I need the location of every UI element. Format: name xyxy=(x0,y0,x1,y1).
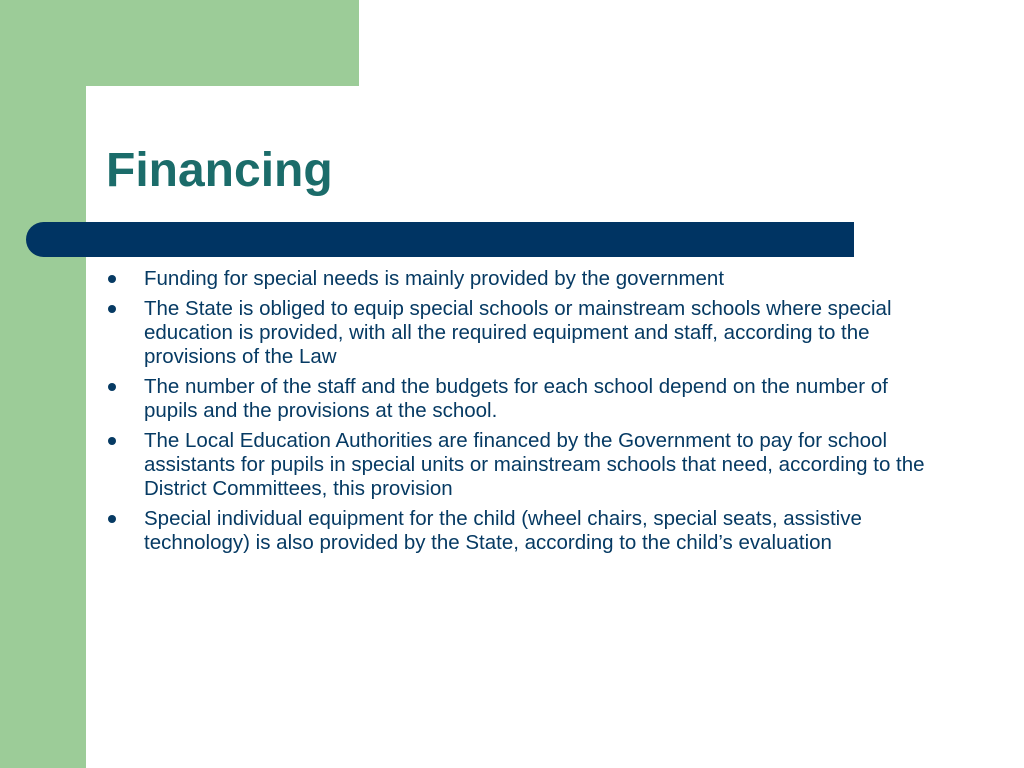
bullet-item xyxy=(106,507,946,555)
bullet-dot-icon xyxy=(108,515,116,523)
bullet-text: The State is obliged to equip special schools or mainstream schools where special education is provided, with all the required equipment and staff, according to the provisions of the Law xyxy=(144,297,892,368)
bullet-text: Funding for special needs is mainly provided by the government xyxy=(144,267,725,290)
bullet-item xyxy=(106,429,946,501)
bullet-text: The number of the staff and the budgets for each school depend on the number of pupils and the provisions at the school. xyxy=(144,375,888,422)
bullet-item xyxy=(106,297,946,369)
bullet-dot-icon xyxy=(108,305,116,313)
slide-title: Financing xyxy=(106,144,333,197)
bullet-list xyxy=(106,267,946,561)
green-top-band xyxy=(0,0,359,86)
bullet-item xyxy=(106,267,946,291)
green-side-band xyxy=(0,0,86,768)
bullet-dot-icon xyxy=(108,275,116,283)
bullet-item xyxy=(106,375,946,423)
bullet-text: The Local Education Authorities are financed by the Government to pay for school assistants for pupils in special units or mainstream schools that need, according to the District Committees, this provision xyxy=(144,429,925,500)
bullet-dot-icon xyxy=(108,437,116,445)
bullet-text: Special individual equipment for the child (wheel chairs, special seats, assistive technology) is also provided by the State, according to the child’s evaluation xyxy=(144,507,862,554)
title-underline-bar xyxy=(26,222,854,257)
bullet-dot-icon xyxy=(108,383,116,391)
